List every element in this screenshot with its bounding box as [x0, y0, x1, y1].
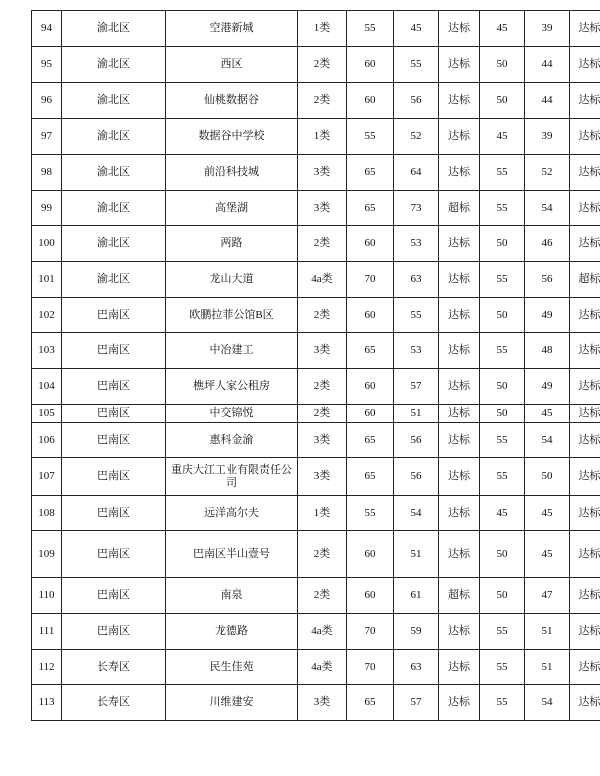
- day-value-cell: 51: [394, 405, 439, 423]
- night-limit-cell: 50: [480, 47, 525, 83]
- day-result-cell: 达标: [439, 531, 480, 578]
- table-row: [32, 83, 600, 119]
- day-limit-cell: 65: [347, 191, 394, 226]
- zone-class-cell: 3类: [298, 423, 347, 458]
- day-value-cell: 57: [394, 685, 439, 721]
- row-number: 98: [32, 155, 62, 191]
- night-value-cell: 39: [525, 119, 570, 155]
- row-number: 110: [32, 578, 62, 614]
- night-limit-cell: 55: [480, 333, 525, 369]
- day-limit-cell: 60: [347, 578, 394, 614]
- night-limit-cell: 55: [480, 191, 525, 226]
- night-value-cell: 46: [525, 226, 570, 262]
- row-number: 105: [32, 405, 62, 423]
- row-number: 103: [32, 333, 62, 369]
- zone-class-cell: 3类: [298, 333, 347, 369]
- night-limit-cell: 55: [480, 423, 525, 458]
- night-limit-cell: 45: [480, 11, 525, 47]
- district-cell: 巴南区: [62, 405, 166, 423]
- site-name-cell: 欧鹏拉菲公馆B区: [166, 298, 298, 333]
- table-row: [32, 496, 600, 531]
- district-cell: 巴南区: [62, 531, 166, 578]
- night-result-cell: 达标: [570, 191, 600, 226]
- day-result-cell: 达标: [439, 262, 480, 298]
- district-cell: 渝北区: [62, 47, 166, 83]
- day-value-cell: 63: [394, 262, 439, 298]
- site-name-cell: 前沿科技城: [166, 155, 298, 191]
- district-cell: 巴南区: [62, 458, 166, 496]
- day-limit-cell: 60: [347, 83, 394, 119]
- day-value-cell: 53: [394, 333, 439, 369]
- night-limit-cell: 55: [480, 685, 525, 721]
- night-limit-cell: 55: [480, 650, 525, 685]
- day-value-cell: 73: [394, 191, 439, 226]
- zone-class-cell: 1类: [298, 496, 347, 531]
- district-cell: 渝北区: [62, 83, 166, 119]
- night-limit-cell: 55: [480, 458, 525, 496]
- day-result-cell: 达标: [439, 650, 480, 685]
- zone-class-cell: 1类: [298, 11, 347, 47]
- day-limit-cell: 65: [347, 423, 394, 458]
- site-name-cell: 南泉: [166, 578, 298, 614]
- day-value-cell: 57: [394, 369, 439, 405]
- day-limit-cell: 60: [347, 298, 394, 333]
- day-result-cell: 达标: [439, 369, 480, 405]
- night-limit-cell: 55: [480, 262, 525, 298]
- district-cell: 巴南区: [62, 333, 166, 369]
- day-result-cell: 达标: [439, 155, 480, 191]
- day-limit-cell: 65: [347, 685, 394, 721]
- night-limit-cell: 50: [480, 531, 525, 578]
- table-row: [32, 685, 600, 721]
- table-row: [32, 155, 600, 191]
- day-result-cell: 达标: [439, 119, 480, 155]
- table-row: [32, 191, 600, 226]
- zone-class-cell: 1类: [298, 119, 347, 155]
- day-result-cell: 达标: [439, 47, 480, 83]
- day-result-cell: 达标: [439, 685, 480, 721]
- row-number: 104: [32, 369, 62, 405]
- day-limit-cell: 65: [347, 333, 394, 369]
- row-number: 101: [32, 262, 62, 298]
- night-value-cell: 52: [525, 155, 570, 191]
- day-result-cell: 达标: [439, 458, 480, 496]
- table-row: [32, 650, 600, 685]
- row-number: 108: [32, 496, 62, 531]
- night-result-cell: 达标: [570, 458, 600, 496]
- site-name-cell: 西区: [166, 47, 298, 83]
- day-value-cell: 53: [394, 226, 439, 262]
- zone-class-cell: 2类: [298, 531, 347, 578]
- row-number: 100: [32, 226, 62, 262]
- table-row: [32, 423, 600, 458]
- day-result-cell: 达标: [439, 333, 480, 369]
- night-limit-cell: 45: [480, 496, 525, 531]
- day-value-cell: 52: [394, 119, 439, 155]
- table-row: [32, 369, 600, 405]
- row-number: 102: [32, 298, 62, 333]
- site-name-cell: 中冶建工: [166, 333, 298, 369]
- day-limit-cell: 65: [347, 458, 394, 496]
- district-cell: 渝北区: [62, 155, 166, 191]
- night-result-cell: 达标: [570, 531, 600, 578]
- table-row: [32, 458, 600, 496]
- table-row: [32, 405, 600, 423]
- zone-class-cell: 2类: [298, 83, 347, 119]
- day-limit-cell: 65: [347, 155, 394, 191]
- day-result-cell: 达标: [439, 83, 480, 119]
- night-value-cell: 54: [525, 423, 570, 458]
- night-result-cell: 达标: [570, 685, 600, 721]
- row-number: 113: [32, 685, 62, 721]
- district-cell: 巴南区: [62, 423, 166, 458]
- site-name-cell: 远洋高尔夫: [166, 496, 298, 531]
- night-result-cell: 达标: [570, 333, 600, 369]
- night-value-cell: 51: [525, 614, 570, 650]
- site-name-cell: 空港新城: [166, 11, 298, 47]
- night-value-cell: 48: [525, 333, 570, 369]
- day-limit-cell: 55: [347, 119, 394, 155]
- site-name-cell: 民生佳苑: [166, 650, 298, 685]
- day-value-cell: 45: [394, 11, 439, 47]
- table-row: [32, 298, 600, 333]
- day-value-cell: 63: [394, 650, 439, 685]
- day-value-cell: 55: [394, 47, 439, 83]
- zone-class-cell: 3类: [298, 155, 347, 191]
- night-result-cell: 达标: [570, 578, 600, 614]
- row-number: 99: [32, 191, 62, 226]
- site-name-cell: 重庆大江工业有限责任公司: [166, 458, 298, 496]
- district-cell: 巴南区: [62, 614, 166, 650]
- district-cell: 渝北区: [62, 262, 166, 298]
- district-cell: 渝北区: [62, 119, 166, 155]
- day-limit-cell: 60: [347, 369, 394, 405]
- district-cell: 渝北区: [62, 11, 166, 47]
- night-result-cell: 达标: [570, 11, 600, 47]
- day-result-cell: 达标: [439, 405, 480, 423]
- day-limit-cell: 55: [347, 11, 394, 47]
- table-body: [32, 11, 600, 721]
- district-cell: 巴南区: [62, 369, 166, 405]
- row-number: 111: [32, 614, 62, 650]
- night-limit-cell: 50: [480, 405, 525, 423]
- day-result-cell: 达标: [439, 496, 480, 531]
- day-value-cell: 54: [394, 496, 439, 531]
- zone-class-cell: 3类: [298, 458, 347, 496]
- day-value-cell: 64: [394, 155, 439, 191]
- day-limit-cell: 60: [347, 405, 394, 423]
- night-limit-cell: 45: [480, 119, 525, 155]
- day-result-cell: 达标: [439, 298, 480, 333]
- day-value-cell: 61: [394, 578, 439, 614]
- site-name-cell: 樵坪人家公租房: [166, 369, 298, 405]
- table-row: [32, 226, 600, 262]
- day-limit-cell: 60: [347, 226, 394, 262]
- district-cell: 渝北区: [62, 191, 166, 226]
- table-row: [32, 578, 600, 614]
- row-number: 97: [32, 119, 62, 155]
- night-limit-cell: 50: [480, 578, 525, 614]
- zone-class-cell: 2类: [298, 405, 347, 423]
- night-limit-cell: 55: [480, 614, 525, 650]
- day-result-cell: 达标: [439, 614, 480, 650]
- district-cell: 巴南区: [62, 298, 166, 333]
- day-result-cell: 达标: [439, 11, 480, 47]
- day-value-cell: 56: [394, 423, 439, 458]
- day-value-cell: 55: [394, 298, 439, 333]
- night-result-cell: 达标: [570, 298, 600, 333]
- night-limit-cell: 50: [480, 369, 525, 405]
- night-result-cell: 达标: [570, 155, 600, 191]
- day-result-cell: 达标: [439, 226, 480, 262]
- district-cell: 巴南区: [62, 578, 166, 614]
- day-result-cell: 超标: [439, 191, 480, 226]
- row-number: 96: [32, 83, 62, 119]
- night-limit-cell: 50: [480, 226, 525, 262]
- night-value-cell: 50: [525, 458, 570, 496]
- night-value-cell: 39: [525, 11, 570, 47]
- day-value-cell: 51: [394, 531, 439, 578]
- night-value-cell: 45: [525, 496, 570, 531]
- zone-class-cell: 2类: [298, 298, 347, 333]
- zone-class-cell: 4a类: [298, 650, 347, 685]
- district-cell: 渝北区: [62, 226, 166, 262]
- zone-class-cell: 4a类: [298, 614, 347, 650]
- row-number: 107: [32, 458, 62, 496]
- site-name-cell: 川维建安: [166, 685, 298, 721]
- night-value-cell: 49: [525, 369, 570, 405]
- table-row: [32, 262, 600, 298]
- day-limit-cell: 70: [347, 262, 394, 298]
- zone-class-cell: 4a类: [298, 262, 347, 298]
- district-cell: 巴南区: [62, 496, 166, 531]
- night-result-cell: 达标: [570, 405, 600, 423]
- zone-class-cell: 2类: [298, 578, 347, 614]
- table-row: [32, 531, 600, 578]
- night-value-cell: 47: [525, 578, 570, 614]
- night-result-cell: 达标: [570, 226, 600, 262]
- night-result-cell: 达标: [570, 83, 600, 119]
- site-name-cell: 两路: [166, 226, 298, 262]
- site-name-cell: 巴南区半山壹号: [166, 531, 298, 578]
- district-cell: 长寿区: [62, 650, 166, 685]
- night-value-cell: 54: [525, 191, 570, 226]
- night-result-cell: 达标: [570, 614, 600, 650]
- row-number: 106: [32, 423, 62, 458]
- day-value-cell: 56: [394, 458, 439, 496]
- site-name-cell: 龙山大道: [166, 262, 298, 298]
- day-result-cell: 达标: [439, 423, 480, 458]
- night-value-cell: 44: [525, 47, 570, 83]
- row-number: 109: [32, 531, 62, 578]
- day-limit-cell: 70: [347, 614, 394, 650]
- night-limit-cell: 50: [480, 298, 525, 333]
- night-result-cell: 达标: [570, 496, 600, 531]
- night-value-cell: 45: [525, 405, 570, 423]
- site-name-cell: 中交锦悦: [166, 405, 298, 423]
- night-limit-cell: 55: [480, 155, 525, 191]
- night-value-cell: 54: [525, 685, 570, 721]
- district-cell: 长寿区: [62, 685, 166, 721]
- night-result-cell: 达标: [570, 650, 600, 685]
- site-name-cell: 龙德路: [166, 614, 298, 650]
- night-value-cell: 49: [525, 298, 570, 333]
- night-value-cell: 44: [525, 83, 570, 119]
- site-name-cell: 高堡湖: [166, 191, 298, 226]
- day-limit-cell: 55: [347, 496, 394, 531]
- night-value-cell: 45: [525, 531, 570, 578]
- night-result-cell: 达标: [570, 47, 600, 83]
- day-limit-cell: 60: [347, 47, 394, 83]
- row-number: 112: [32, 650, 62, 685]
- zone-class-cell: 3类: [298, 191, 347, 226]
- site-name-cell: 数据谷中学校: [166, 119, 298, 155]
- night-result-cell: 达标: [570, 423, 600, 458]
- site-name-cell: 惠科金渝: [166, 423, 298, 458]
- zone-class-cell: 2类: [298, 226, 347, 262]
- noise-monitoring-table: [31, 10, 600, 721]
- night-result-cell: 达标: [570, 119, 600, 155]
- night-result-cell: 超标: [570, 262, 600, 298]
- zone-class-cell: 2类: [298, 47, 347, 83]
- night-result-cell: 达标: [570, 369, 600, 405]
- night-value-cell: 56: [525, 262, 570, 298]
- night-limit-cell: 50: [480, 83, 525, 119]
- table-row: [32, 47, 600, 83]
- zone-class-cell: 3类: [298, 685, 347, 721]
- row-number: 94: [32, 11, 62, 47]
- table-row: [32, 614, 600, 650]
- zone-class-cell: 2类: [298, 369, 347, 405]
- day-limit-cell: 60: [347, 531, 394, 578]
- day-result-cell: 超标: [439, 578, 480, 614]
- night-value-cell: 51: [525, 650, 570, 685]
- table-row: [32, 333, 600, 369]
- day-limit-cell: 70: [347, 650, 394, 685]
- day-value-cell: 56: [394, 83, 439, 119]
- day-value-cell: 59: [394, 614, 439, 650]
- table-row: [32, 11, 600, 47]
- row-number: 95: [32, 47, 62, 83]
- table-row: [32, 119, 600, 155]
- site-name-cell: 仙桃数据谷: [166, 83, 298, 119]
